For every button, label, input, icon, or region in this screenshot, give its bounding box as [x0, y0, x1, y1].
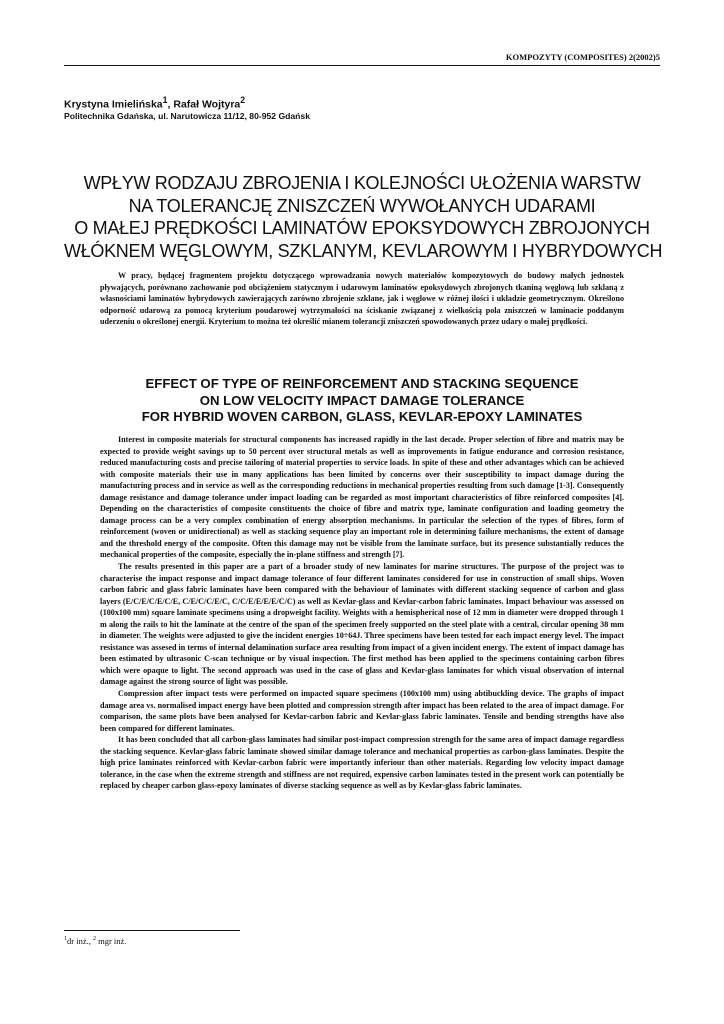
polish-abstract: W pracy, będącej fragmentem projektu dotyczącego wprowadzania nowych materiałów kompozytowych do budowy małych jednostek pływających, porównano zachowanie pod obciążeniem statycznym i udarowym laminatów epoksydowych zbrojonych tkaniną węglową lub szklaną z własnościami laminatów hybrydowych zawierających zarówno zbrojenie szklane, jak i węglowe w różnej ilości i układzie geometrycznym. Określono odporność udarową za pomocą kryterium poudarowej wytrzymałości na ściskanie związanej z wielkością pola zniszczeń w laminacie poddanym uderzeniu o określonej energii. Kryterium to można też określić mianem tolerancji zniszczeń spowodowanych przez udary o małej prędkości.: [100, 271, 624, 327]
body-paragraph: Compression after impact tests were performed on impacted square specimens (100x100 mm) using abtibuckling device. The graphs of impact damage area vs. normalised impact energy have been plotted and compression strength after impact has been related to the area of impact damage. For comparison, the same plots have been analysed for Kevlar-carbon fabric and Kevlar-glass fabric laminates. Tensile and bending strengths have also been compared for different laminates.: [100, 689, 624, 733]
author-footnote-mark: 2: [240, 95, 246, 105]
author-name: Rafał Wojtyra: [173, 98, 241, 111]
english-abstract: [100, 434, 624, 792]
polish-title: [64, 172, 663, 262]
body-paragraph: Interest in composite materials for structural components has increased rapidly in the last decade. Proper selection of fibre and matrix may be expected to provide weight savings up to 50 percent over structural metals as well as improvements in fatigue endurance and corrosion resistance, reduced manufacturing costs and precise tailoring of material properties to service loads. In spite of these and other advantages which can be achieved with composite materials their use in many applications has been limited by concerns over their susceptibility to impact damage during the manufacturing process and in service as well as the corresponding reductions in mechanical properties resulting from such damage [1-3]. Consequently damage resistance and damage tolerance under impact loading can be regarded as most important characteristics of fibre reinforced composites [4]. Depending on the characteristics of composite constituents the choice of fibre and matrix type, laminate configuration and loading geometry the damage process can be a very complex combination of energy absorption mechanisms. In particular the selection of the types of fibres, form of reinforcement (woven or unidirectional) as well as stacking sequence play an important role in determining failure mechanisms, the extent of damage and the threshold energy of the composite. Often this damage may not be visible from the laminate surface, but its presence substantially reduces the mechanical properties of the composite, especially the in-plane stiffness and strength [7].: [100, 435, 624, 560]
english-title-line: FOR HYBRID WOVEN CARBON, GLASS, KEVLAR-EPOXY LAMINATES: [141, 409, 583, 424]
polish-title-line: WŁÓKNEM WĘGLOWYM, SZKLANYM, KEVLAROWYM I HYBRYDOWYCH: [64, 240, 663, 261]
body-paragraph: It has been concluded that all carbon-glass laminates had similar post-impact compression strength for the same area of impact damage regardless the stacking sequence. Kevlar-glass fabric laminate showed similar damage tolerance and mechanical properties as carbon-glass laminates. Despite the high price laminates reinforced with Kevlar-carbon fabric were importantly inferiour than other materials. Regarding low velocity impact damage tolerance, in the case when the extreme strength and stiffness are not required, expensive carbon laminates tested in the present work can potentially be replaced by cheaper carbon glass-epoxy laminates of diverse stacking sequence as well as by Kevlar-glass fabric laminates.: [100, 735, 624, 791]
footnote: [64, 936, 126, 946]
footnote-text: mgr inż.: [95, 936, 127, 946]
author-separator: ,: [167, 98, 174, 111]
body-paragraph: The results presented in this paper are a part of a broader study of new laminates for marine structures. The purpose of the project was to characterise the impact response and impact damage tolerance of four different laminates considered for use in construction of small ships. Woven carbon fabric and glass fabric laminates have been compared with the behaviour of laminates with different stacking sequence of carbon and glass layers (E/C/E/C/E/C/E, C/E/C/C/E/C, C/C/E/E/E/E/C/C) as well as Kevlar-glass and Kevlar-carbon fabric laminates. Impact behaviour was assessed on (100x100 mm) square laminate specimens using a dropweight facility. Weights with a hemispherical nose of 12 mm in diameter were dropped through 1 m along the rails to hit the laminate at the centre of the span of the specimen freely supported on the steel plate with a central, circular opening 38 mm in diameter. The weights were adjusted to give the incident energies 10÷64J. Three specimens have been tested for each impact energy level. The impact resistance was assesed in terms of internal delamination surface area resulting from impact of a given incident energy. The extent of impact damage has been estimated by ultrasonic C-scan technique or by visual inspection. The first method has been applied to the specimens containing carbon fibres which were opaque to light. The second approach was used in the case of glass and Kevlar-glass laminates for which visual observation of internal damage against the strong source of light was possible.: [100, 562, 624, 687]
english-title-line: EFFECT OF TYPE OF REINFORCEMENT AND STACKING SEQUENCE: [145, 376, 579, 391]
footnote-text: dr inż.,: [67, 936, 93, 946]
author-name: Krystyna Imielińska: [64, 98, 163, 111]
polish-title-line: WPŁYW RODZAJU ZBROJENIA I KOLEJNOŚCI UŁOŻENIA WARSTW: [83, 173, 641, 193]
footnote-mark: 2: [92, 936, 96, 943]
author-footnote-mark: 1: [162, 95, 168, 105]
english-title-line: ON LOW VELOCITY IMPACT DAMAGE TOLERANCE: [199, 392, 525, 408]
affiliation: Politechnika Gdańska, ul. Narutowicza 11/12, 80-952 Gdańsk: [64, 111, 310, 121]
footnote-divider: [64, 930, 240, 931]
journal-header: KOMPOZYTY (COMPOSITES) 2(2002)5: [64, 52, 660, 66]
footnote-mark: 1: [64, 936, 67, 943]
polish-title-line: O MAŁEJ PRĘDKOŚCI LAMINATÓW EPOKSYDOWYCH ZBROJONYCH: [74, 218, 650, 238]
author-line: [64, 95, 245, 111]
polish-title-line: NA TOLERANCJĘ ZNISZCZEŃ WYWOŁANYCH UDARAMI: [128, 195, 596, 216]
english-title: [64, 376, 660, 426]
